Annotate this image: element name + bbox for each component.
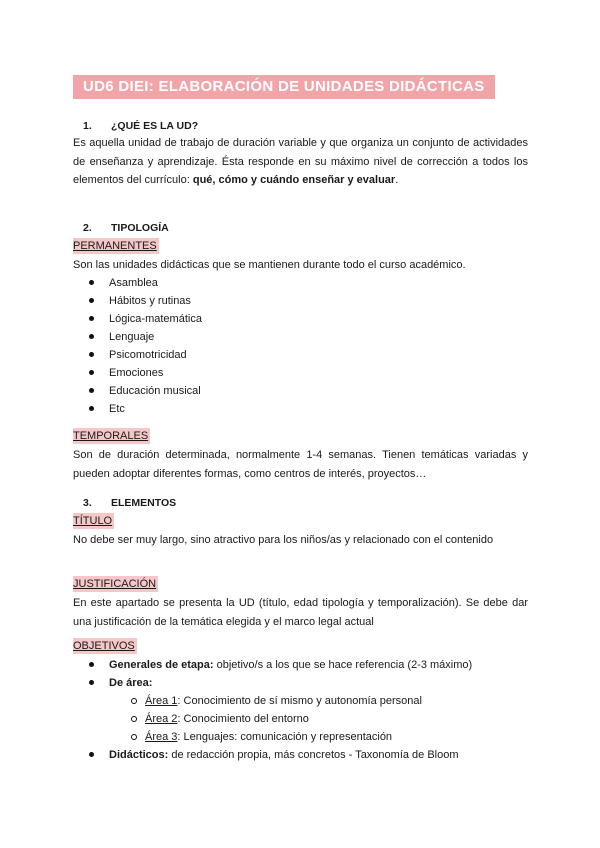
titulo-text: No debe ser muy largo, sino atractivo para los niños/as y relacionado con el contenido xyxy=(73,534,494,546)
section-3-number: 3. xyxy=(83,497,92,509)
bullet-icon xyxy=(89,298,94,303)
generales-text: objetivo/s a los que se hace referencia (2-3 máximo) xyxy=(213,659,473,671)
area-item xyxy=(131,728,422,746)
bullet-icon xyxy=(89,316,94,321)
area-item-label: Área 3 xyxy=(145,731,178,743)
didacticos-text: de redacción propia, más concretos - Taxonomía de Bloom xyxy=(168,749,459,761)
list-item-label: Educación musical xyxy=(109,385,201,397)
list-item-label: Asamblea xyxy=(109,277,158,289)
section-3-title: ELEMENTOS xyxy=(111,497,177,509)
bullet-icon xyxy=(89,280,94,285)
section-2-heading xyxy=(83,222,169,234)
area-item xyxy=(131,692,422,710)
bullet-icon xyxy=(89,662,94,667)
area-item-text: : Conocimiento de sí mismo y autonomía personal xyxy=(177,695,422,707)
justificacion-text: En este apartado se presenta la UD (título, edad tipología y temporalización). Se debe dar una justificación de la temática elegida y el marco legal actual xyxy=(73,597,528,628)
section-1-title: ¿QUÉ ES LA UD? xyxy=(111,120,199,132)
section-2-number: 2. xyxy=(83,222,92,234)
temporales-label: TEMPORALES xyxy=(73,430,149,442)
area-item xyxy=(131,710,422,728)
list-item xyxy=(89,364,202,382)
generales-label: Generales de etapa: xyxy=(109,659,214,671)
circle-bullet-icon xyxy=(131,716,137,722)
section-3-heading xyxy=(83,497,176,509)
objetivos-label: OBJETIVOS xyxy=(73,640,135,652)
list-item-label: Etc xyxy=(109,403,125,415)
bullet-icon xyxy=(89,752,94,757)
list-item xyxy=(89,674,472,692)
section-1-text-c: . xyxy=(395,174,399,186)
area-item-text: : Lenguajes: comunicación y representación xyxy=(177,731,393,743)
list-item xyxy=(89,746,459,764)
area-item-label: Área 2 xyxy=(145,713,178,725)
list-item-label: Emociones xyxy=(109,367,164,379)
list-item-label: Lenguaje xyxy=(109,331,155,343)
area-item-label: Área 1 xyxy=(145,695,178,707)
list-item xyxy=(89,274,202,292)
bullet-icon xyxy=(89,334,94,339)
section-1-text-a: Es aquella unidad de trabajo de duración variable y que organiza un conjunto de actividades de enseñanza y aprendizaje. Ésta responde en su máximo nivel de corrección a todos los elementos del currículo: xyxy=(73,137,528,186)
permanentes-label: PERMANENTES xyxy=(73,240,157,252)
list-item xyxy=(89,292,202,310)
list-item xyxy=(89,382,202,400)
list-item-label: Lógica-matemática xyxy=(109,313,202,325)
list-item-label: Psicomotricidad xyxy=(109,349,187,361)
bullet-icon xyxy=(89,370,94,375)
section-1-text-bold: qué, cómo y cuándo enseñar y evaluar xyxy=(192,174,396,186)
permanentes-list xyxy=(89,274,202,418)
area-item-text: : Conocimiento del entorno xyxy=(177,713,309,725)
temporales-text: Son de duración determinada, normalmente 1-4 semanas. Tienen temáticas variadas y pueden adoptar diferentes formas, como centros de interés, proyectos… xyxy=(73,449,528,480)
list-item-label: Hábitos y rutinas xyxy=(109,295,191,307)
bullet-icon xyxy=(89,406,94,411)
bullet-icon xyxy=(89,352,94,357)
objetivos-list-cont xyxy=(89,746,459,764)
permanentes-text: Son las unidades didácticas que se mantienen durante todo el curso académico. xyxy=(73,259,466,271)
area-label: De área: xyxy=(109,677,153,689)
bullet-icon xyxy=(89,388,94,393)
section-1-paragraph xyxy=(73,134,528,190)
list-item xyxy=(89,656,472,674)
areas-list xyxy=(131,692,422,746)
list-item xyxy=(89,310,202,328)
section-2-title: TIPOLOGÍA xyxy=(111,222,169,234)
circle-bullet-icon xyxy=(131,734,137,740)
section-1-number: 1. xyxy=(83,120,92,132)
list-item xyxy=(89,328,202,346)
page-title: UD6 DIEI: ELABORACIÓN DE UNIDADES DIDÁCTICAS xyxy=(73,75,495,99)
section-1-heading xyxy=(83,120,198,132)
title-banner xyxy=(73,75,495,99)
list-item xyxy=(89,400,202,418)
titulo-label: TÍTULO xyxy=(73,515,113,527)
objetivos-list xyxy=(89,656,472,692)
bullet-icon xyxy=(89,680,94,685)
circle-bullet-icon xyxy=(131,698,137,704)
justificacion-label: JUSTIFICACIÓN xyxy=(73,578,157,590)
list-item xyxy=(89,346,202,364)
didacticos-label: Didácticos: xyxy=(109,749,169,761)
